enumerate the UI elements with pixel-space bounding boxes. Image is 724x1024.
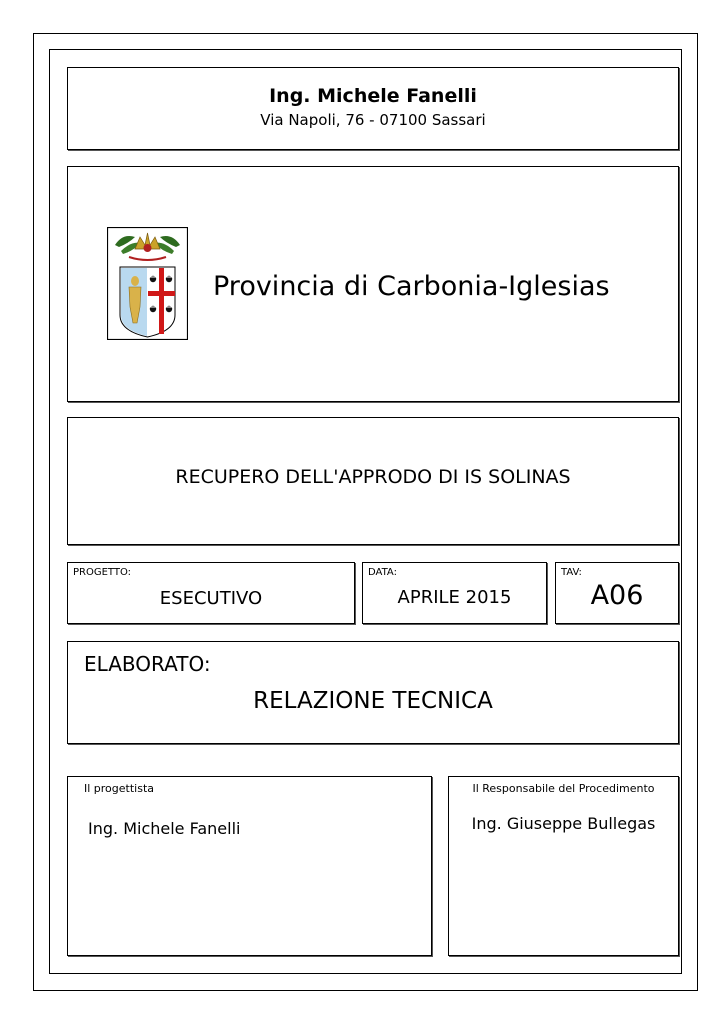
tav-label: TAV: bbox=[561, 567, 582, 578]
manager-name: Ing. Giuseppe Bullegas bbox=[471, 814, 656, 833]
coat-of-arms-icon bbox=[107, 227, 188, 340]
tav-value: A06 bbox=[590, 580, 644, 611]
progetto-box bbox=[67, 562, 355, 624]
data-box bbox=[362, 562, 547, 624]
elaborato-box bbox=[67, 641, 679, 744]
designer-label: Il progettista bbox=[84, 782, 155, 795]
designer-box bbox=[67, 776, 432, 956]
project-title-box bbox=[67, 417, 679, 545]
project-title: RECUPERO DELL'APPRODO DI IS SOLINAS bbox=[175, 466, 571, 488]
manager-label: Il Responsabile del Procedimento bbox=[472, 782, 655, 795]
elaborato-value: RELAZIONE TECNICA bbox=[253, 688, 493, 714]
progetto-value: ESECUTIVO bbox=[159, 588, 263, 609]
manager-box bbox=[448, 776, 679, 956]
data-label: DATA: bbox=[368, 567, 397, 578]
designer-name: Ing. Michele Fanelli bbox=[88, 819, 241, 838]
tav-box bbox=[555, 562, 679, 624]
client-name: Provincia di Carbonia-Iglesias bbox=[213, 271, 610, 302]
header-box bbox=[67, 67, 679, 150]
progetto-label: PROGETTO: bbox=[73, 567, 132, 578]
data-value: APRILE 2015 bbox=[397, 587, 512, 608]
elaborato-label: ELABORATO: bbox=[84, 652, 211, 676]
engineer-address: Via Napoli, 76 - 07100 Sassari bbox=[260, 111, 486, 129]
engineer-name: Ing. Michele Fanelli bbox=[269, 85, 477, 107]
